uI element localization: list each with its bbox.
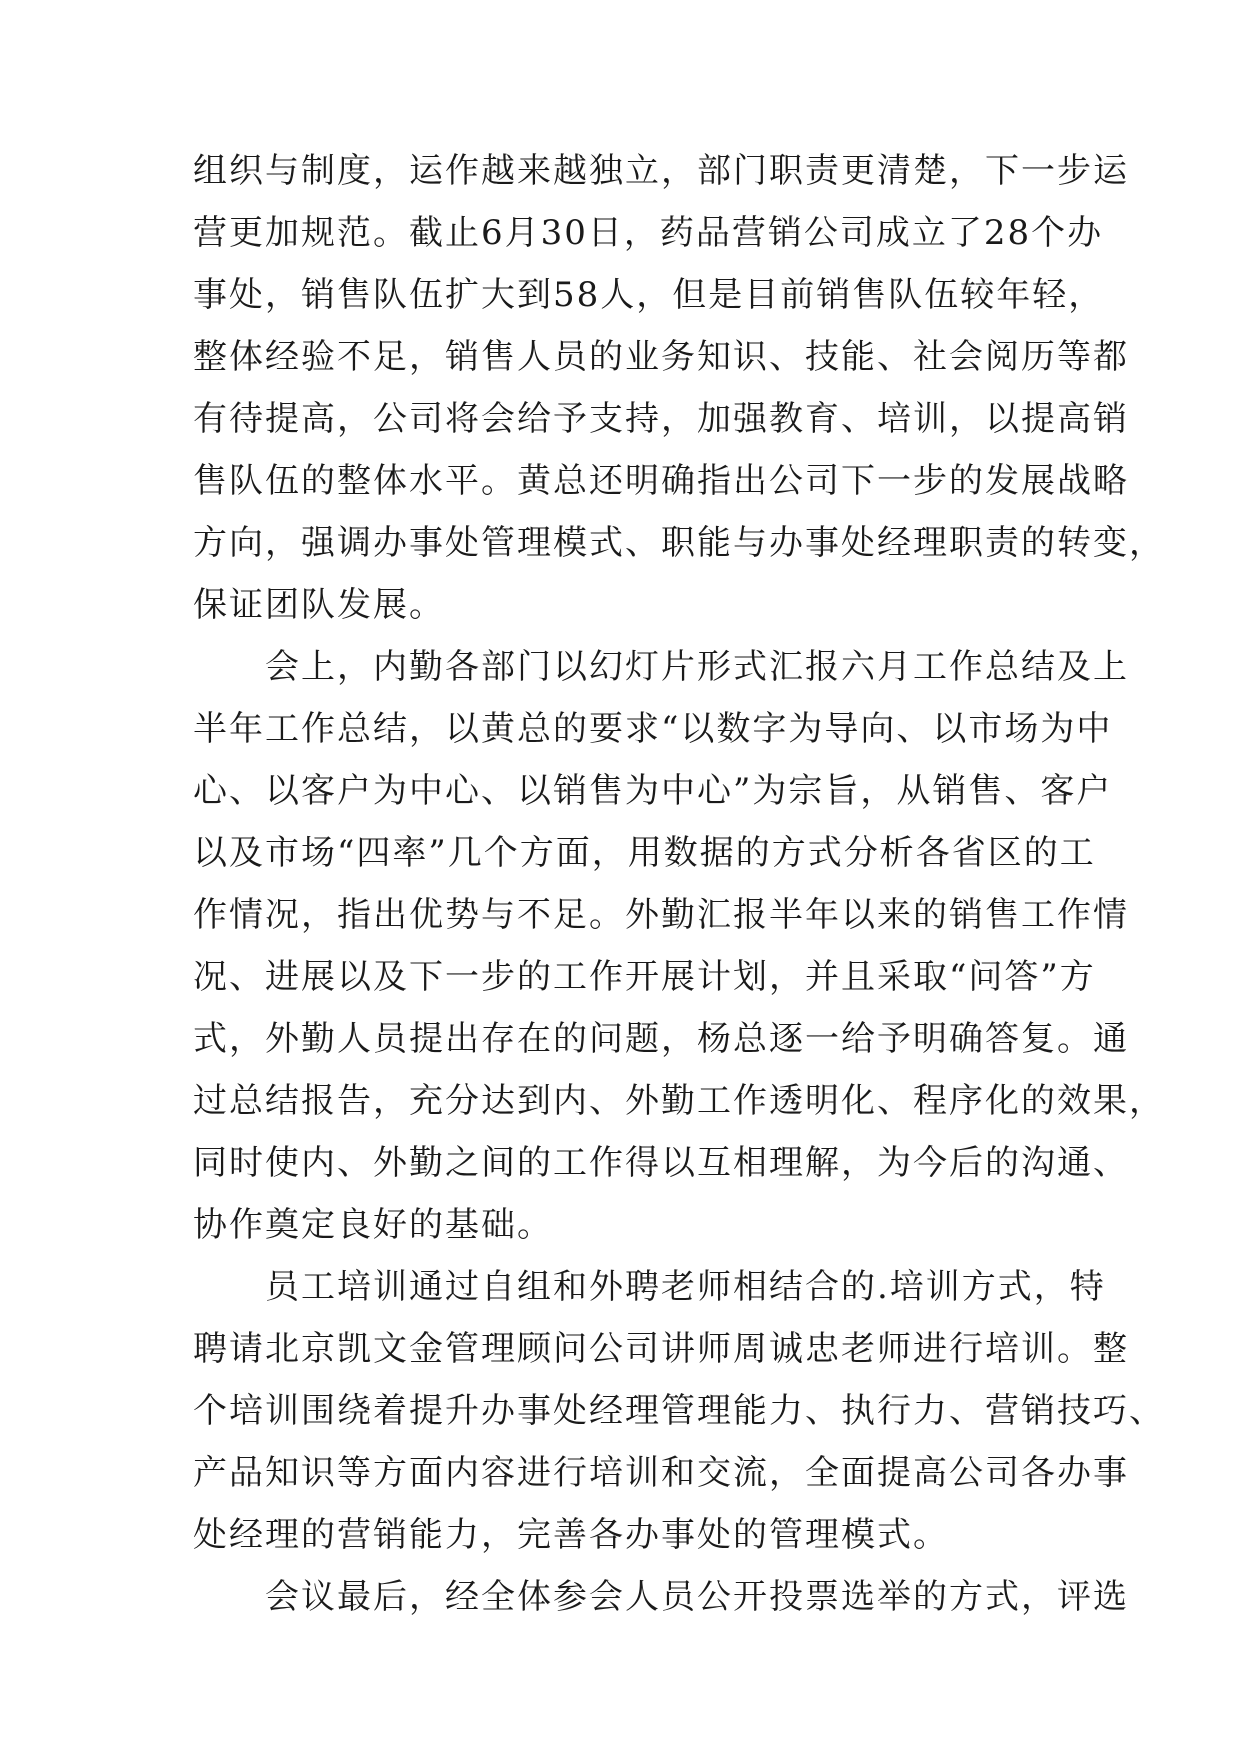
text-line: 半年工作总结，以黄总的要求“以数字为导向、以市场为中: [193, 709, 1113, 749]
text-line: 产品知识等方面内容进行培训和交流，全面提高公司各办事: [193, 1453, 1129, 1493]
document-body: [193, 140, 1165, 1628]
text-line: 式，外勤人员提出存在的问题，杨总逐一给予明确答复。通: [193, 1019, 1129, 1059]
text-line: 员工培训通过自组和外聘老师相结合的.培训方式，特: [193, 1267, 1106, 1307]
text-line: 整体经验不足，销售人员的业务知识、技能、社会阅历等都: [193, 337, 1129, 377]
text-line: 过总结报告，充分达到内、外勤工作透明化、程序化的效果，: [193, 1081, 1165, 1121]
text-line: 组织与制度，运作越来越独立，部门职责更清楚，下一步运: [193, 151, 1129, 191]
text-line: 同时使内、外勤之间的工作得以互相理解，为今后的沟通、: [193, 1143, 1129, 1183]
text-line: 售队伍的整体水平。黄总还明确指出公司下一步的发展战略: [193, 461, 1129, 501]
text-line: 作情况，指出优势与不足。外勤汇报半年以来的销售工作情: [193, 895, 1129, 935]
text-line: 况、进展以及下一步的工作开展计划，并且采取“问答”方: [193, 957, 1096, 997]
text-line: 会议最后，经全体参会人员公开投票选举的方式，评选: [193, 1577, 1129, 1617]
text-line: 保证团队发展。: [193, 585, 445, 625]
text-line: 以及市场“四率”几个方面，用数据的方式分析各省区的工: [193, 833, 1096, 873]
text-line: 协作奠定良好的基础。: [193, 1205, 553, 1245]
text-line: 会上，内勤各部门以幻灯片形式汇报六月工作总结及上: [193, 647, 1129, 687]
text-line: 个培训围绕着提升办事处经理管理能力、执行力、营销技巧、: [193, 1391, 1165, 1431]
text-line: 有待提高，公司将会给予支持，加强教育、培训，以提高销: [193, 399, 1129, 439]
text-line: 营更加规范。截止6月30日，药品营销公司成立了28个办: [193, 213, 1104, 253]
text-line: 事处，销售队伍扩大到58人，但是目前销售队伍较年轻，: [193, 275, 1105, 315]
text-line: 心、以客户为中心、以销售为中心”为宗旨，从销售、客户: [193, 771, 1113, 811]
text-line: 聘请北京凯文金管理顾问公司讲师周诚忠老师进行培训。整: [193, 1329, 1129, 1369]
text-line: 处经理的营销能力，完善各办事处的管理模式。: [193, 1515, 949, 1555]
text-line: 方向，强调办事处管理模式、职能与办事处经理职责的转变，: [193, 523, 1165, 563]
